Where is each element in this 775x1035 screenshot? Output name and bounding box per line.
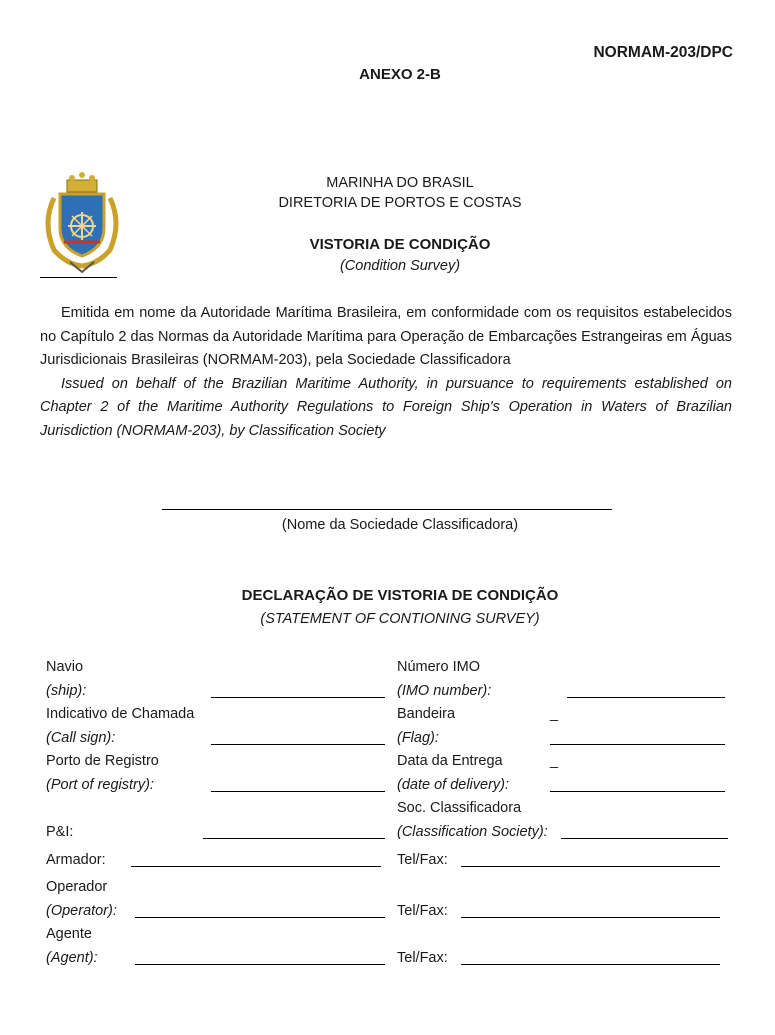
agent-tel-label: Tel/Fax: [397,950,448,966]
class-society-field[interactable] [561,838,728,839]
document-subtitle: (Condition Survey) [339,258,461,274]
flag-mark: _ [550,706,559,722]
document-title: VISTORIA DE CONDIÇÃO [309,236,491,253]
class-society-label: Soc. Classificadora [397,800,522,816]
delivery-mark: _ [550,753,559,769]
delivery-label-en: (date of delivery): [397,777,510,793]
call-sign-label: Indicativo de Chamada [46,706,195,722]
flag-label-en: (Flag): [397,730,439,746]
ship-field[interactable] [211,697,385,698]
agent-label-en: (Agent): [46,950,98,966]
seal-underline [40,277,117,278]
owner-field[interactable] [131,866,381,867]
operator-tel-label: Tel/Fax: [397,903,448,919]
agent-tel-field[interactable] [461,964,720,965]
agent-label: Agente [46,926,92,942]
imo-label-en: (IMO number): [397,683,492,699]
call-sign-label-en: (Call sign): [46,730,116,746]
pi-field[interactable] [203,838,385,839]
flag-label: Bandeira [397,706,456,722]
port-label-en: (Port of registry): [46,777,154,793]
call-sign-field[interactable] [211,744,385,745]
annex-title: ANEXO 2-B [359,66,441,83]
signature-caption: (Nome da Sociedade Classificadora) [281,517,519,533]
flag-field[interactable] [550,744,725,745]
owner-tel-label: Tel/Fax: [397,852,448,868]
classification-society-signature-field[interactable] [162,509,612,510]
agent-field[interactable] [135,964,385,965]
document-code: NORMAM-203/DPC [593,44,733,61]
operator-label-en: (Operator): [46,903,117,919]
operator-label: Operador [46,879,108,895]
port-field[interactable] [211,791,385,792]
ship-label: Navio [46,659,84,675]
port-label: Porto de Registro [46,753,159,769]
intro-text [40,302,732,443]
org-directorate: DIRETORIA DE PORTOS E COSTAS [278,195,522,211]
intro-text-pt: Emitida em nome da Autoridade Marítima Brasileira, em conformidade com os requisitos estabelecidos no Capítulo 2 das Normas da Autoridade Marítima para Operação de Embarcações Estrangeiras em Águas Jurisdicionais Brasileiras (NORMAM-203), pela Sociedade Classificadora [40,305,732,368]
statement-title: DECLARAÇÃO DE VISTORIA DE CONDIÇÃO [241,587,559,604]
imo-label: Número IMO [397,659,480,675]
owner-tel-field[interactable] [461,866,720,867]
imo-field[interactable] [567,697,725,698]
operator-field[interactable] [135,917,385,918]
owner-label: Armador: [46,852,106,868]
statement-subtitle: (STATEMENT OF CONTIONING SURVEY) [260,611,540,627]
pi-label: P&I: [46,824,74,840]
org-name: MARINHA DO BRASIL [326,175,474,191]
delivery-field[interactable] [550,791,725,792]
operator-tel-field[interactable] [461,917,720,918]
class-society-label-en: (Classification Society): [397,824,548,840]
intro-text-en: Issued on behalf of the Brazilian Maritime Authority, in pursuance to requirements established on Chapter 2 of the Maritime Authority Regulations to Foreign Ship's Operation in Waters of Brazilian Jurisdiction (NORMAM-203), by Classification Society [40,375,732,439]
delivery-label: Data da Entrega [397,753,503,769]
ship-label-en: (ship): [46,683,87,699]
